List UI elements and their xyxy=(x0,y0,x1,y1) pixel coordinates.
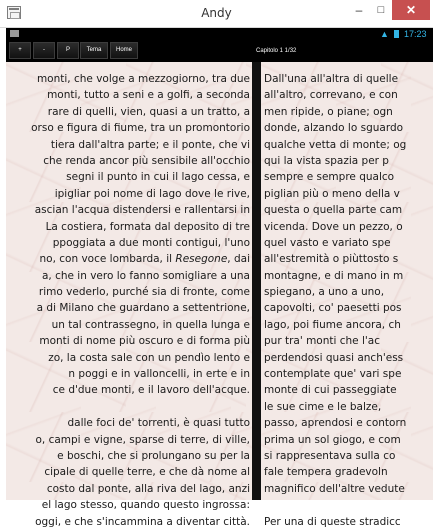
italic-suffix: , dai xyxy=(227,253,250,266)
text-line: men ripide, o piane; ogn xyxy=(264,105,393,118)
text-line: le sue cime e le balze, xyxy=(264,400,382,413)
text-line: che renda ancor più sensibile all'occhio xyxy=(43,154,250,167)
font-decrease-button[interactable]: - xyxy=(33,42,55,59)
text-line: monti, tutto a seni e a golfi, a seconda xyxy=(47,89,250,102)
text-line: ipigliar poi nome di lago dove le rive, xyxy=(54,187,250,200)
text-line: quel vasto e variato spe xyxy=(264,236,391,249)
text-line xyxy=(264,497,406,513)
text-line: donde, alzando lo sguardo xyxy=(264,122,404,135)
text-line: piglian più o meno della v xyxy=(264,187,400,200)
text-line: questa o quella parte cam xyxy=(264,204,403,217)
text-line: lago, poi fiume ancora, ch xyxy=(264,318,401,331)
text-line: sempre e sempre qualco xyxy=(264,171,395,184)
minimize-button[interactable]: – xyxy=(355,3,363,17)
wifi-icon: ▲ xyxy=(380,29,389,39)
text-line: segni il punto in cui il lago cessa, e xyxy=(66,171,250,184)
text-line: el lago stesso, quando questo ingrossa: xyxy=(41,499,250,512)
text-line: monte di cui passeggiate xyxy=(264,384,397,397)
text-line: all'estremità o piùttosto s xyxy=(264,253,399,266)
text-line: monti, che volge a mezzogiorno, tra due xyxy=(36,73,250,85)
text-line: rimo vederlo, purché sia di fronte, come xyxy=(38,286,250,299)
status-time: 17:23 xyxy=(404,29,427,39)
battery-icon xyxy=(394,30,399,38)
maximize-button[interactable]: □ xyxy=(377,4,385,16)
text-line: a, che in vero lo fanno somigliare a una xyxy=(41,269,250,282)
text-line: oggi, e che s'incammina a diventar città. xyxy=(35,515,250,528)
text-line: vicenda. Dove un pezzo, o xyxy=(264,220,403,233)
text-line: ce d'due monti, e il lavoro dell'acque. xyxy=(52,384,250,397)
window-titlebar xyxy=(0,0,433,28)
text-line: tiera dall'altra parte; e il ponte, che vi xyxy=(50,138,250,151)
right-page-text xyxy=(264,71,406,530)
right-page[interactable] xyxy=(261,62,433,528)
text-line: perdendosi quasi anch'ess xyxy=(264,351,404,364)
left-page-text xyxy=(31,71,250,530)
reader-toolbar xyxy=(6,40,433,62)
text-line: qualche vetta di monte; og xyxy=(264,138,407,151)
text-line: orso e figura di fiume, tra un promontorio xyxy=(31,122,250,135)
text-line: montagne, e di mano in m xyxy=(264,269,404,282)
text-line: zo, la costa sale con un pendìo lento e xyxy=(48,351,250,364)
home-button[interactable]: Home xyxy=(110,42,138,59)
text-line: o, campi e vigne, sparse di terre, di ville, xyxy=(35,433,250,446)
text-line: no, con voce lombarda, il Resegone, dai xyxy=(39,253,250,266)
text-line: dalle foci de' torrenti, è quasi tutto xyxy=(67,417,250,430)
text-line: a di Milano che guardano a settentrione, xyxy=(36,302,250,315)
text-line: contemplate que' vari spe xyxy=(264,368,402,381)
left-page[interactable] xyxy=(6,62,252,528)
text-line: magnifico dell'altre vedute xyxy=(264,482,405,495)
theme-button[interactable]: Tema xyxy=(80,42,108,59)
chapter-indicator: Capitolo 1 1/32 xyxy=(256,48,297,54)
window-title: Andy xyxy=(201,6,232,20)
text-line: un tal contrassegno, in quella lunga e xyxy=(51,318,250,331)
text-line: Dall'una all'altra di quelle xyxy=(264,73,399,85)
text-line: passo, aprendosi e contorn xyxy=(264,417,407,430)
text-line: La costiera, formata dal deposito di tre xyxy=(45,220,250,233)
book-view[interactable] xyxy=(6,62,433,528)
text-line: monti di nome più oscuro e di forma più xyxy=(39,335,250,348)
text-line: prima un sol giogo, e com xyxy=(264,433,401,446)
text-line: all'altro, correvano, e con xyxy=(264,89,398,102)
text-line: ascian l'acqua distendersi e rallentarsi in xyxy=(34,204,250,217)
android-status-bar xyxy=(6,28,433,40)
text-line: spiegano, a uno a uno, xyxy=(264,286,385,299)
text-line xyxy=(31,399,250,415)
italic-word: Resegone xyxy=(175,253,228,266)
text-line: cipale di quelle terre, e che dà nome al xyxy=(44,466,250,479)
close-button[interactable]: ✕ xyxy=(392,0,430,20)
text-line: Per una di queste stradicc xyxy=(264,515,401,528)
text-line: ppoggiata a due monti contigui, l'uno xyxy=(52,236,250,249)
text-line: qui la vista spazia per p xyxy=(264,154,389,167)
text-line: si rappresentava sulla co xyxy=(264,449,396,462)
text-line: n poggi e in valloncelli, in erte e in xyxy=(68,368,250,381)
text-line: rare di quelli, vien, quasi a un tratto, a xyxy=(47,105,250,118)
p-button[interactable]: P xyxy=(57,42,79,59)
text-line: capovolti, co' paesetti pos xyxy=(264,302,402,315)
notification-icon xyxy=(10,30,19,37)
text-line: pur tra' monti che l'ac xyxy=(264,335,380,348)
text-line: fale tempera gradevoln xyxy=(264,466,388,479)
font-increase-button[interactable]: + xyxy=(9,42,31,59)
text-line: costo dal ponte, alla riva del lago, anzi xyxy=(46,482,250,495)
text-line: e boschi, che si prolungano su per la xyxy=(57,449,250,462)
